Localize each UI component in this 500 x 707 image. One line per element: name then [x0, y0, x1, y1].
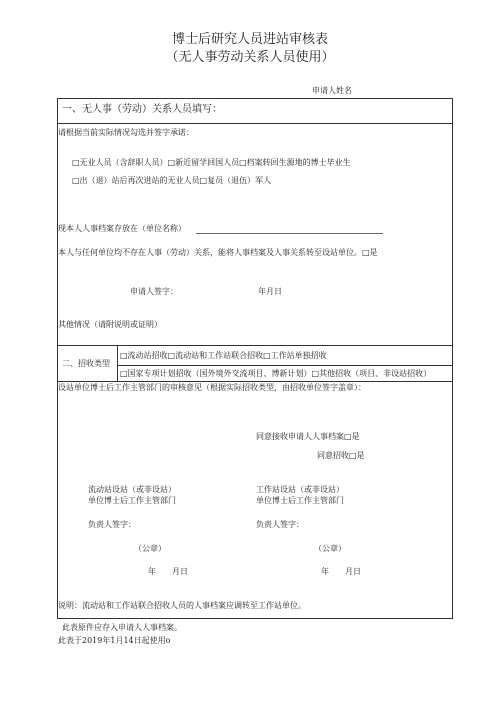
footer-line2: 此表于2019年1月14日起使用o: [58, 636, 171, 645]
status-options-row2[interactable]: □出（退）站后再次进站的无业人员□复员（退伍）军人: [72, 176, 272, 185]
section1-heading: 一、无人事（劳动）关系人员填写：: [62, 104, 222, 115]
row-divider: [117, 365, 453, 366]
footer-line1: 此表原件应存入申请人人事档案。: [62, 623, 182, 632]
archive-location-label: 现本人人事档案存放在（单位名称）: [58, 224, 186, 233]
other-situation-label: 其他情况（请附说明或证明）: [58, 320, 162, 329]
section1-instruction: 请根据当前实际情况勾选并签字承诺：: [58, 128, 194, 137]
left-date-label: 年 月日: [148, 567, 188, 576]
row-divider: [57, 123, 453, 124]
recruit-type-options-row2[interactable]: □国家专项计划招收（国外境外交流项目、博新计划）□其他招收（项目、非设站招收）: [120, 369, 432, 378]
column-divider: [117, 345, 118, 381]
note-text: 说明：流动站和工作站联合招收人员的人事档案应调转至工作站单位。: [58, 601, 306, 610]
recruit-type-heading: 二、招收类型: [62, 359, 110, 368]
applicant-name-label: 申请人姓名: [312, 86, 352, 95]
status-options-row1[interactable]: □无业人员（含辞职人员）□新近留学回国人员□档案转回生源地的博士毕业生: [72, 158, 351, 167]
left-unit-line1: 流动站设站（或非设站）: [88, 485, 176, 494]
applicant-date-label: 年月日: [258, 287, 282, 296]
applicant-signature-label: 申请人签字：: [130, 287, 178, 296]
agree-recruit-checkbox[interactable]: 同意招收□是: [317, 451, 365, 460]
form-title: 博士后研究人员进站审核表: [171, 32, 328, 47]
right-unit-line2: 单位博士后工作主管部门: [256, 496, 344, 505]
left-seal-label: （公章）: [134, 544, 166, 553]
agree-archive-checkbox[interactable]: 同意接收申请人人事档案□是: [256, 432, 360, 441]
commitment-statement[interactable]: 本人与任何单位均不存在人事（劳动）关系，能将人事档案及人事关系转至设站单位。□是: [58, 248, 378, 257]
form-subtitle: （无人事劳动关系人员使用）: [165, 50, 335, 65]
right-signer-label: 负责人签字：: [256, 520, 304, 529]
recruit-type-options-row1[interactable]: □流动站招收□流动站和工作站联合招收□工作站单独招收: [120, 351, 327, 360]
right-seal-label: （公章）: [314, 544, 346, 553]
left-unit-line2: 单位博士后工作主管部门: [88, 496, 176, 505]
archive-location-field[interactable]: [196, 233, 383, 234]
right-date-label: 年 月日: [321, 567, 361, 576]
right-unit-line1: 工作站设站（或非设站）: [256, 485, 344, 494]
left-signer-label: 负责人签字：: [88, 520, 136, 529]
row-divider: [57, 381, 453, 382]
review-opinion-heading: 设站单位博士后工作主管部门的审核意见（根据实际招收类型，由招收单位签字盖章）：: [58, 383, 366, 392]
